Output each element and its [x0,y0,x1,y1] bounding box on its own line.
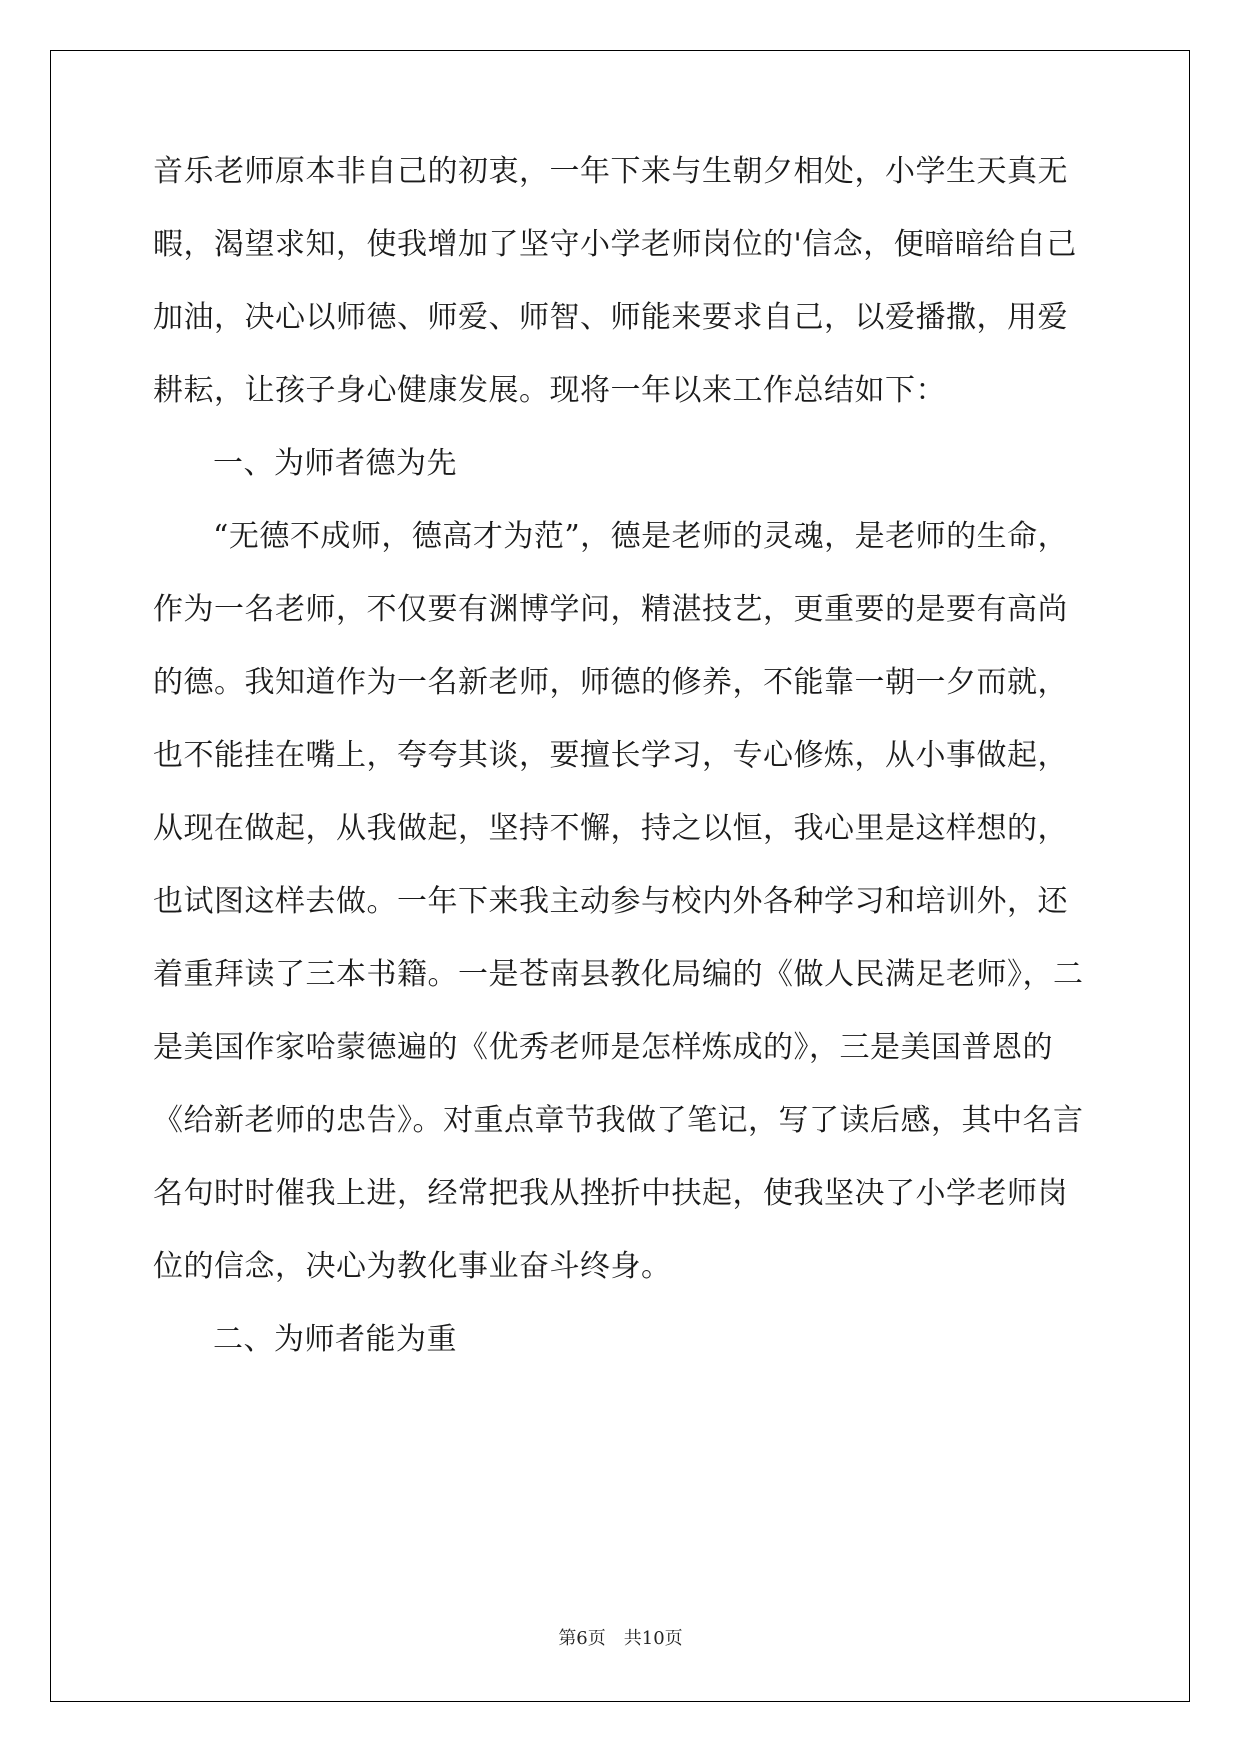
paragraph-line: 的德。我知道作为一名新老师，师德的修养，不能靠一朝一夕而就， [153,665,1068,700]
paragraph-line: 作为一名老师，不仅要有渊博学问，精湛技艺，更重要的是要有高尚 [153,592,1068,627]
paragraph-line: 加油，决心以师德、师爱、师智、师能来要求自己，以爱播撒，用爱 [153,300,1068,335]
paragraph-line: 位的信念，决心为教化事业奋斗终身。 [153,1249,672,1284]
paragraph-line: 也试图这样去做。一年下来我主动参与校内外各种学习和培训外，还 [153,884,1068,919]
section-heading: 一、为师者德为先 [213,446,457,481]
paragraph-line: 也不能挂在嘴上，夸夸其谈，要擅长学习，专心修炼，从小事做起， [153,738,1068,773]
paragraph-line: 名句时时催我上进，经常把我从挫折中扶起，使我坚决了小学老师岗 [153,1176,1068,1211]
paragraph-line: “无德不成师，德高才为范”，德是老师的灵魂，是老师的生命， [213,519,1069,554]
page-total: 共10页 [623,1628,683,1649]
paragraph-line: 是美国作家哈蒙德遍的《优秀老师是怎样炼成的》，三是美国普恩的 [153,1030,1053,1065]
page-number: 第6页 [558,1628,606,1649]
paragraph-line: 着重拜读了三本书籍。一是苍南县教化局编的《做人民满足老师》，二 [153,957,1084,992]
paragraph-line: 暇，渴望求知，使我增加了坚守小学老师岗位的'信念，便暗暗给自己 [153,227,1077,262]
paragraph-line: 音乐老师原本非自己的初衷，一年下来与生朝夕相处，小学生天真无 [153,154,1068,189]
paragraph-line: 从现在做起，从我做起，坚持不懈，持之以恒，我心里是这样想的， [153,811,1068,846]
page-footer [0,1628,1241,1650]
section-heading: 二、为师者能为重 [213,1322,457,1357]
paragraph-line: 耕耘，让孩子身心健康发展。现将一年以来工作总结如下： [153,373,946,408]
paragraph-line: 《给新老师的忠告》。对重点章节我做了笔记，写了读后感，其中名言 [153,1103,1084,1138]
